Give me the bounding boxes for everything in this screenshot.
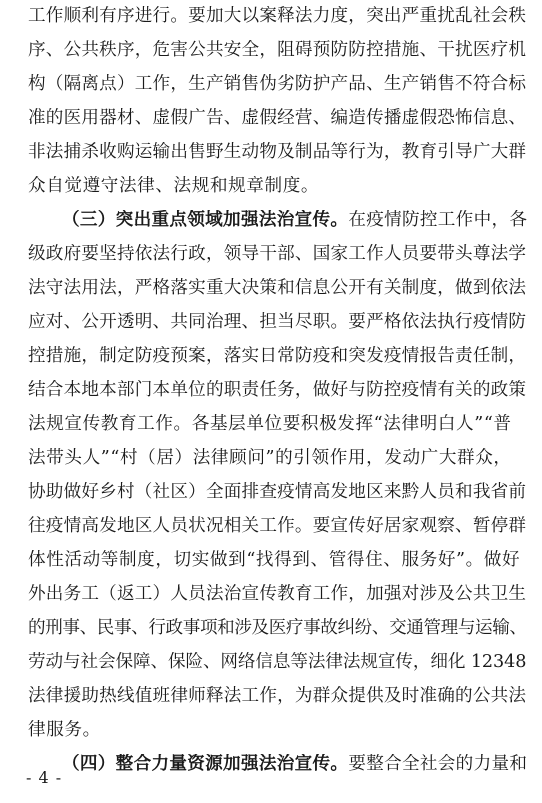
section-heading-line: [62, 210, 528, 230]
body-text-line: 构（隔离点）工作，生产销售伪劣防护产品、生产销售不符合标: [28, 74, 527, 94]
body-text-line: 往疫情高发地区人员状况相关工作。要宣传好居家观察、暂停群: [28, 516, 527, 536]
page-number: - 4 -: [26, 768, 63, 787]
body-text-line: 律服务。: [28, 720, 101, 740]
body-text-line: 外出务工（返工）人员法治宣传教育工作，加强对涉及公共卫生: [28, 584, 527, 604]
body-text-line: 法守法用法，严格落实重大决策和信息公开有关制度，做到依法: [28, 278, 527, 298]
body-text-line: 体性活动等制度，切实做到“找得到、管得住、服务好”。做好: [28, 550, 521, 570]
body-text-line: 序、公共秩序，危害公共安全，阻碍预防防控措施、干扰医疗机: [28, 40, 527, 60]
section-heading-4: （四）整合力量资源加强法治宣传。: [62, 754, 349, 774]
body-text-line: 法规宣传教育工作。各基层单位要积极发挥“法律明白人”“普: [28, 414, 512, 434]
section-heading-line: [62, 754, 528, 774]
body-text-line: 级政府要坚持依法行政，领导干部、国家工作人员要带头尊法学: [28, 244, 527, 264]
body-text-line: 劳动与社会保障、保险、网络信息等法律法规宣传，细化 12348: [28, 652, 527, 672]
body-text-line: 的刑事、民事、行政事项和涉及医疗事故纠纷、交通管理与运输、: [28, 618, 527, 638]
body-text-line: 法律援助热线值班律师释法工作，为群众提供及时准确的公共法: [28, 686, 527, 706]
body-text-line: 控措施，制定防疫预案，落实日常防疫和突发疫情报告责任制，: [28, 346, 527, 366]
body-text-line: 应对、公开透明、共同治理、担当尽职。要严格依法执行疫情防: [28, 312, 527, 332]
body-text-line: 非法捕杀收购运输出售野生动物及制品等行为，教育引导广大群: [28, 142, 527, 162]
body-text-span: 在疫情防控工作中，各: [348, 210, 528, 230]
body-text-span: 要整合全社会的力量和: [348, 754, 528, 774]
body-text-line: 结合本地本部门本单位的职责任务，做好与防控疫情有关的政策: [28, 380, 527, 400]
body-text-line: 工作顺利有序进行。要加大以案释法力度，突出严重扰乱社会秩: [28, 6, 527, 26]
body-text-line: 准的医用器材、虚假广告、虚假经营、编造传播虚假恐怖信息、: [28, 108, 527, 128]
body-text-line: 协助做好乡村（社区）全面排查疫情高发地区来黔人员和我省前: [28, 482, 527, 502]
body-text-line: 众自觉遵守法律、法规和规章制度。: [28, 176, 320, 196]
body-text-line: 法带头人”“村（居）法律顾问”的引领作用，发动广大群众，: [28, 448, 512, 468]
section-heading-3: （三）突出重点领域加强法治宣传。: [62, 210, 349, 230]
